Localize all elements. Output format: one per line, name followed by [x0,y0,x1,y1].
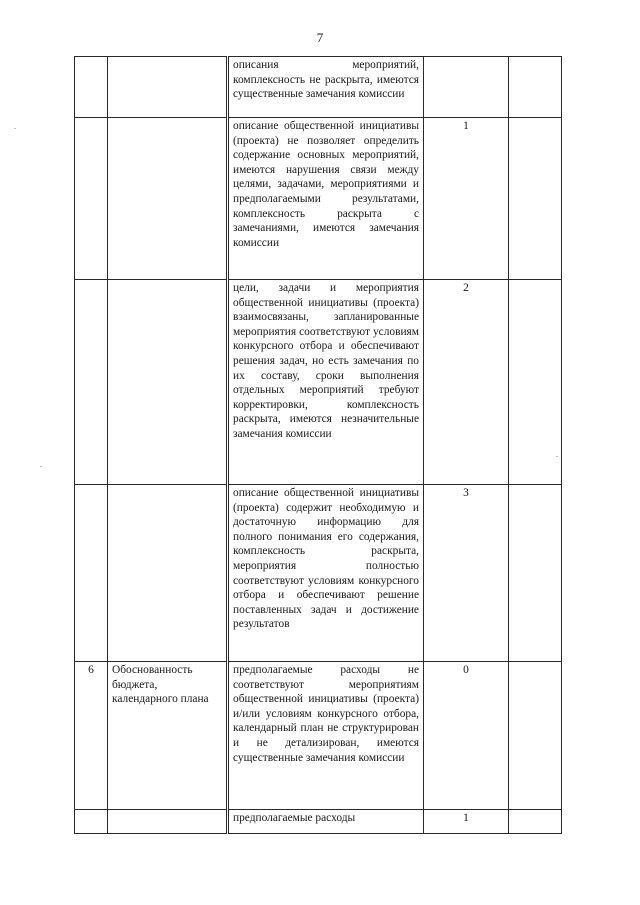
criterion-cell [108,57,228,118]
row-number-cell [75,485,108,662]
row-number-cell [75,57,108,118]
description-text: предполагаемые расходы [233,812,356,824]
description-text: описание общественной инициативы (проекта) содержит необходимую и достаточную информацию для полного понимания его содержания, комплексность раскрыта, мероприятия полностью соответствуют условиям конкурсного отбора и обеспечивают решение поставленных задач и достижение результатов [233,487,419,631]
description-cell [228,118,424,280]
criterion-cell [108,485,228,662]
criterion-cell [108,280,228,485]
description-text: описание общественной инициативы (проекта) не позволяет определить содержание основных мероприятий, имеются нарушения связи между целями, задачами, мероприятиями и предполагаемыми результатами, комплексность раскрыта с замечаниями, имеются замечания комиссии [233,120,419,249]
note-cell [509,118,562,280]
note-cell [509,662,562,810]
score-cell [424,485,509,662]
score-cell [424,662,509,810]
score-cell [424,57,509,118]
evaluation-criteria-table [74,56,562,834]
row-number-cell [75,118,108,280]
criterion-cell: Обоснованность бюджета, календарного плана [108,662,228,810]
description-text: описания мероприятий, комплексность не раскрыта, имеются существенные замечания комиссии [233,59,419,101]
table-row [75,810,562,834]
row-number-cell [75,810,108,834]
note-cell [509,280,562,485]
table-row [75,280,562,485]
table-row [75,57,562,118]
score-value: 1 [463,120,469,132]
note-cell [509,810,562,834]
score-value: 2 [463,282,469,294]
row-number-cell: 6 [75,662,108,810]
criterion-cell [108,118,228,280]
note-cell [509,57,562,118]
description-text: цели, задачи и мероприятия общественной инициативы (проекта) взаимосвязаны, запланированные мероприятия соответствуют условиям конкурсного отбора и обеспечивают решения задач, но есть замечания по их составу, сроки выполнения отдельных мероприятий требуют корректировки, комплексность раскрыта, имеются незначительные замечания комиссии [233,282,419,440]
scan-speck [556,456,558,457]
table-row [75,118,562,280]
score-cell [424,118,509,280]
description-cell [228,662,424,810]
page-number: 7 [316,30,324,45]
table-row [75,662,562,810]
scan-speck [40,466,42,467]
scan-speck [14,128,16,129]
score-cell [424,280,509,485]
note-cell [509,485,562,662]
table-body [75,57,562,834]
description-cell [228,57,424,118]
score-value: 3 [463,487,469,499]
description-cell [228,810,424,834]
row-number-cell [75,280,108,485]
table-row [75,485,562,662]
criterion-cell [108,810,228,834]
score-cell [424,810,509,834]
score-value: 0 [463,664,469,676]
score-value: 1 [463,812,469,824]
description-text: предполагаемые расходы не соответствуют мероприятиям общественной инициативы (проекта) и/или условиям конкурсного отбора, календарный план не структурирован и не детализирован, имеются существенные замечания комиссии [233,664,419,764]
description-cell [228,485,424,662]
description-cell [228,280,424,485]
